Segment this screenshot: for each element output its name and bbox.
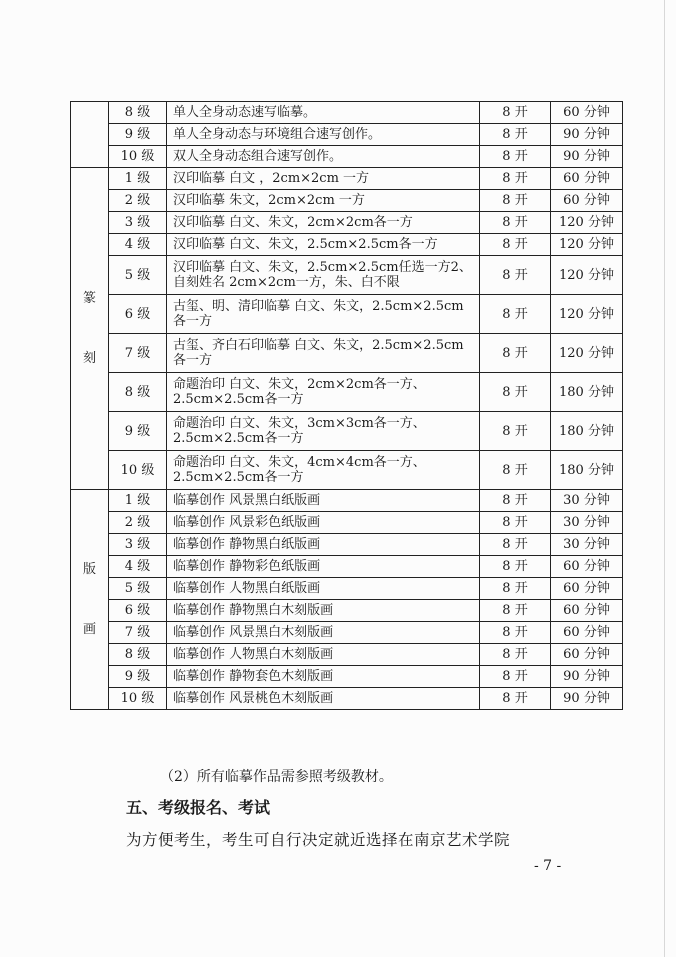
duration-cell: 60 分钟 [551,190,623,212]
paper-size-cell: 8 开 [480,124,551,146]
paper-size-cell: 8 开 [480,295,551,334]
content-cell: 命题治印 白文、朱文，3cm×3cm各一方、2.5cm×2.5cm各一方 [167,412,480,451]
category-cell [71,168,109,490]
content-cell: 临摹创作 静物套色木刻版画 [167,666,480,688]
duration-cell: 30 分钟 [551,512,623,534]
table-row [71,644,623,666]
page-edge-line [664,0,665,957]
paper-size-cell: 8 开 [480,666,551,688]
paper-size-cell: 8 开 [480,490,551,512]
duration-cell: 60 分钟 [551,102,623,124]
content-cell: 单人全身动态与环境组合速写创作。 [167,124,480,146]
table-row [71,212,623,234]
table-row [71,334,623,373]
table-row [71,688,623,710]
level-cell: 7 级 [109,334,167,373]
paper-size-cell: 8 开 [480,600,551,622]
duration-cell: 60 分钟 [551,556,623,578]
level-cell: 4 级 [109,556,167,578]
table-row [71,534,623,556]
level-cell: 5 级 [109,578,167,600]
table-row [71,556,623,578]
content-cell: 临摹创作 静物黑白木刻版画 [167,600,480,622]
table-row [71,622,623,644]
table-row [71,256,623,295]
paper-size-cell: 8 开 [480,512,551,534]
duration-cell: 180 分钟 [551,451,623,490]
duration-cell: 120 分钟 [551,256,623,295]
content-cell: 临摹创作 风景彩色纸版画 [167,512,480,534]
content-cell: 双人全身动态组合速写创作。 [167,146,480,168]
table-row [71,146,623,168]
level-cell: 2 级 [109,190,167,212]
content-cell: 临摹创作 风景桃色木刻版画 [167,688,480,710]
table-row [71,168,623,190]
content-cell: 汉印临摹 白文、朱文，2.5cm×2.5cm各一方 [167,234,480,256]
content-cell: 临摹创作 静物黑白纸版画 [167,534,480,556]
level-cell: 6 级 [109,295,167,334]
paper-size-cell: 8 开 [480,644,551,666]
level-cell: 3 级 [109,212,167,234]
paper-size-cell: 8 开 [480,412,551,451]
table-row [71,124,623,146]
paper-size-cell: 8 开 [480,373,551,412]
category-char: 篆 [82,290,96,306]
duration-cell: 30 分钟 [551,490,623,512]
content-cell: 古玺、明、清印临摹 白文、朱文，2.5cm×2.5cm各一方 [167,295,480,334]
table-row [71,102,623,124]
table-row [71,512,623,534]
table-row [71,190,623,212]
duration-cell: 120 分钟 [551,212,623,234]
table-row [71,412,623,451]
category-char: 刻 [82,350,96,366]
level-cell: 2 级 [109,512,167,534]
exam-level-table [70,101,623,710]
table-row [71,578,623,600]
category-char: 画 [82,621,96,637]
paper-size-cell: 8 开 [480,578,551,600]
level-cell: 8 级 [109,373,167,412]
level-cell: 1 级 [109,490,167,512]
duration-cell: 180 分钟 [551,412,623,451]
content-cell: 临摹创作 静物彩色纸版画 [167,556,480,578]
section-heading: 五、考级报名、考试 [126,798,271,817]
duration-cell: 120 分钟 [551,295,623,334]
level-cell: 10 级 [109,451,167,490]
duration-cell: 90 分钟 [551,146,623,168]
paper-size-cell: 8 开 [480,256,551,295]
level-cell: 9 级 [109,124,167,146]
category-cell [71,490,109,710]
level-cell: 1 级 [109,168,167,190]
duration-cell: 90 分钟 [551,124,623,146]
content-cell: 临摹创作 风景黑白木刻版画 [167,622,480,644]
level-cell: 9 级 [109,666,167,688]
table-row [71,234,623,256]
level-cell: 9 级 [109,412,167,451]
paper-size-cell: 8 开 [480,451,551,490]
table-row [71,295,623,334]
table-row [71,373,623,412]
content-cell: 汉印临摹 白文、朱文，2.5cm×2.5cm任选一方2、自刻姓名 2cm×2cm一方，朱、白不限 [167,256,480,295]
paper-size-cell: 8 开 [480,102,551,124]
content-cell: 临摹创作 风景黑白纸版画 [167,490,480,512]
level-cell: 10 级 [109,146,167,168]
duration-cell: 90 分钟 [551,688,623,710]
body-paragraph: 为方便考生，考生可自行决定就近选择在南京艺术学院 [126,831,511,849]
level-cell: 4 级 [109,234,167,256]
table-row [71,451,623,490]
content-cell: 命题治印 白文、朱文，4cm×4cm各一方、2.5cm×2.5cm各一方 [167,451,480,490]
page-number: - 7 - [534,858,562,874]
paper-size-cell: 8 开 [480,622,551,644]
paper-size-cell: 8 开 [480,556,551,578]
content-cell: 古玺、齐白石印临摹 白文、朱文，2.5cm×2.5cm各一方 [167,334,480,373]
paper-size-cell: 8 开 [480,234,551,256]
level-cell: 8 级 [109,644,167,666]
table-row [71,666,623,688]
level-cell: 5 级 [109,256,167,295]
content-cell: 单人全身动态速写临摹。 [167,102,480,124]
level-cell: 7 级 [109,622,167,644]
duration-cell: 90 分钟 [551,666,623,688]
duration-cell: 60 分钟 [551,644,623,666]
level-cell: 3 级 [109,534,167,556]
duration-cell: 180 分钟 [551,373,623,412]
content-cell: 汉印临摹 白文、朱文，2cm×2cm各一方 [167,212,480,234]
duration-cell: 60 分钟 [551,622,623,644]
paper-size-cell: 8 开 [480,334,551,373]
table-row [71,490,623,512]
level-cell: 10 级 [109,688,167,710]
paper-size-cell: 8 开 [480,212,551,234]
table-body [71,102,623,710]
level-cell: 6 级 [109,600,167,622]
duration-cell: 60 分钟 [551,600,623,622]
note-text: （2）所有临摹作品需参照考级教材。 [160,769,393,785]
category-cell [71,102,109,168]
content-cell: 临摹创作 人物黑白木刻版画 [167,644,480,666]
duration-cell: 120 分钟 [551,334,623,373]
content-cell: 命题治印 白文、朱文，2cm×2cm各一方、2.5cm×2.5cm各一方 [167,373,480,412]
table-row [71,600,623,622]
duration-cell: 60 分钟 [551,578,623,600]
content-cell: 汉印临摹 朱文，2cm×2cm 一方 [167,190,480,212]
category-char: 版 [82,561,96,577]
paper-size-cell: 8 开 [480,534,551,556]
paper-size-cell: 8 开 [480,146,551,168]
duration-cell: 60 分钟 [551,168,623,190]
content-cell: 临摹创作 人物黑白纸版画 [167,578,480,600]
duration-cell: 30 分钟 [551,534,623,556]
content-cell: 汉印临摹 白文 ，2cm×2cm 一方 [167,168,480,190]
paper-size-cell: 8 开 [480,688,551,710]
paper-size-cell: 8 开 [480,190,551,212]
duration-cell: 120 分钟 [551,234,623,256]
paper-size-cell: 8 开 [480,168,551,190]
level-cell: 8 级 [109,102,167,124]
